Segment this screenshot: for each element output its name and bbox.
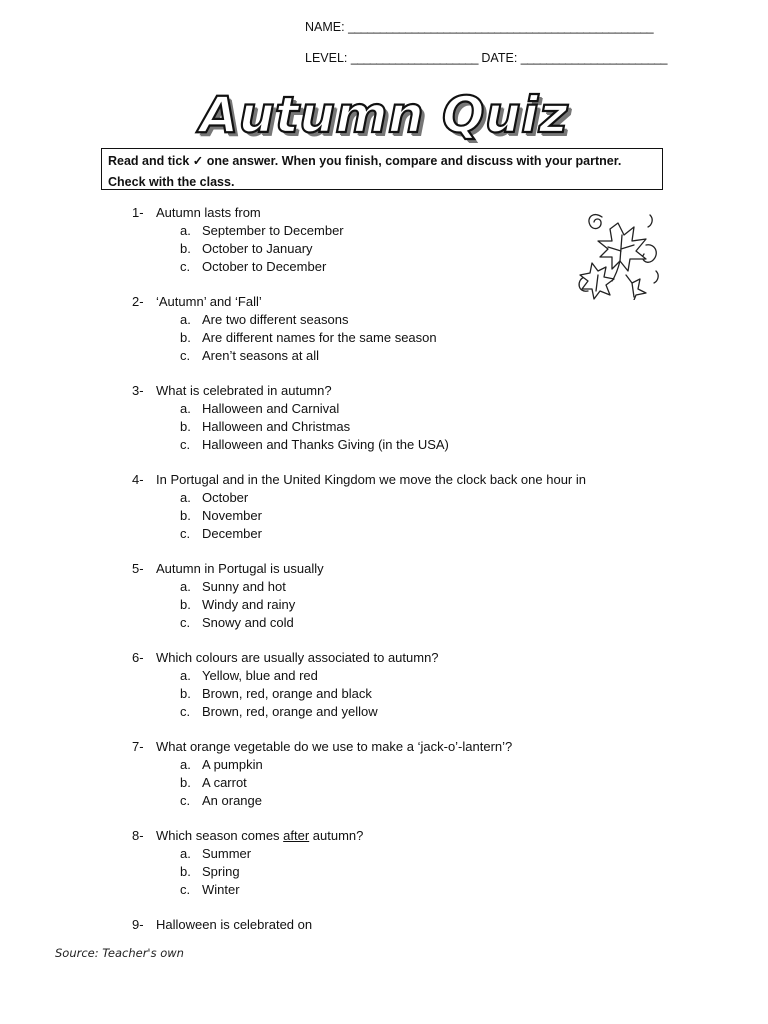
page-title: Autumn Quiz xyxy=(199,86,569,144)
option-text: December xyxy=(202,526,262,541)
option-text: Brown, red, orange and black xyxy=(202,686,372,701)
question-number: 7- xyxy=(132,739,144,754)
answer-option[interactable] xyxy=(132,578,652,596)
option-letter: b. xyxy=(180,241,191,256)
answer-option[interactable] xyxy=(132,436,652,454)
option-letter: b. xyxy=(180,686,191,701)
question-number: 5- xyxy=(132,561,144,576)
question-7 xyxy=(132,738,652,810)
option-text: Winter xyxy=(202,882,240,897)
option-letter: b. xyxy=(180,419,191,434)
date-field[interactable]: _______________________ xyxy=(520,51,667,65)
option-text: Windy and rainy xyxy=(202,597,296,612)
answer-option[interactable] xyxy=(132,845,652,863)
option-text: November xyxy=(202,508,262,523)
answer-option[interactable] xyxy=(132,596,652,614)
quiz-list xyxy=(132,204,652,951)
question-text-start: Which season comes xyxy=(156,828,284,843)
option-text: October to January xyxy=(202,241,313,256)
question-text: Halloween is celebrated on xyxy=(156,917,313,932)
answer-option[interactable] xyxy=(132,329,652,347)
question-number: 4- xyxy=(132,472,144,487)
option-letter: c. xyxy=(180,526,191,541)
option-text: Spring xyxy=(202,864,240,879)
level-label: LEVEL: xyxy=(305,51,348,65)
option-text: September to December xyxy=(202,223,344,238)
option-text: A carrot xyxy=(202,775,247,790)
answer-option[interactable] xyxy=(132,347,652,365)
option-letter: a. xyxy=(180,312,191,327)
option-text: Brown, red, orange and yellow xyxy=(202,704,378,719)
option-text: Halloween and Christmas xyxy=(202,419,351,434)
option-text: October to December xyxy=(202,259,327,274)
option-letter: c. xyxy=(180,704,191,719)
option-letter: b. xyxy=(180,864,191,879)
name-row xyxy=(305,20,653,34)
option-text: Yellow, blue and red xyxy=(202,668,318,683)
question-number: 8- xyxy=(132,828,144,843)
answer-option[interactable] xyxy=(132,685,652,703)
answer-option[interactable] xyxy=(132,756,652,774)
answer-option[interactable] xyxy=(132,400,652,418)
answer-option[interactable] xyxy=(132,774,652,792)
instructions-text-start: Read and tick xyxy=(108,154,190,168)
answer-option[interactable] xyxy=(132,525,652,543)
tick-icon: ✓ xyxy=(192,154,204,168)
name-label: NAME: xyxy=(305,20,345,34)
level-date-row xyxy=(305,51,667,65)
option-letter: b. xyxy=(180,597,191,612)
option-letter: a. xyxy=(180,223,191,238)
question-text: What is celebrated in autumn? xyxy=(156,383,332,398)
option-letter: a. xyxy=(180,668,191,683)
question-8 xyxy=(132,827,652,899)
option-letter: c. xyxy=(180,437,191,452)
question-text: Autumn in Portugal is usually xyxy=(156,561,324,576)
option-letter: a. xyxy=(180,757,191,772)
answer-option[interactable] xyxy=(132,311,652,329)
question-1 xyxy=(132,204,652,276)
option-letter: c. xyxy=(180,259,191,274)
answer-option[interactable] xyxy=(132,863,652,881)
option-text: An orange xyxy=(202,793,262,808)
option-text: Summer xyxy=(202,846,252,861)
question-6 xyxy=(132,649,652,721)
question-4 xyxy=(132,471,652,543)
name-field[interactable]: ________________________________________________ xyxy=(348,20,653,34)
option-text: Are different names for the same season xyxy=(202,330,437,345)
instructions-box xyxy=(101,148,663,190)
option-text: Sunny and hot xyxy=(202,579,286,594)
answer-option[interactable] xyxy=(132,418,652,436)
option-text: Halloween and Carnival xyxy=(202,401,340,416)
question-2 xyxy=(132,293,652,365)
question-9 xyxy=(132,916,652,934)
question-text xyxy=(156,827,363,845)
answer-option[interactable] xyxy=(132,792,652,810)
answer-option[interactable] xyxy=(132,614,652,632)
question-number: 1- xyxy=(132,205,144,220)
question-text-underlined: after xyxy=(283,828,310,843)
option-letter: a. xyxy=(180,846,191,861)
question-text: In Portugal and in the United Kingdom we move the clock back one hour in xyxy=(156,472,586,487)
option-letter: c. xyxy=(180,615,191,630)
date-label: DATE: xyxy=(481,51,518,65)
question-text: Which colours are usually associated to autumn? xyxy=(156,650,439,665)
answer-option[interactable] xyxy=(132,703,652,721)
option-letter: b. xyxy=(180,775,191,790)
option-letter: a. xyxy=(180,401,191,416)
answer-option[interactable] xyxy=(132,240,652,258)
source-note: Source: Teacher's own xyxy=(55,946,184,960)
option-text: A pumpkin xyxy=(202,757,263,772)
question-5 xyxy=(132,560,652,632)
answer-option[interactable] xyxy=(132,258,652,276)
question-text: Autumn lasts from xyxy=(156,205,261,220)
option-letter: a. xyxy=(180,490,191,505)
option-letter: b. xyxy=(180,508,191,523)
option-letter: c. xyxy=(180,793,191,808)
instructions-text-end: one answer. When you finish, compare and discuss with your partner. Check with the class. xyxy=(108,154,622,189)
question-text: ‘Autumn’ and ‘Fall’ xyxy=(156,294,262,309)
question-number: 9- xyxy=(132,917,144,932)
question-number: 6- xyxy=(132,650,144,665)
answer-option[interactable] xyxy=(132,489,652,507)
option-text: Snowy and cold xyxy=(202,615,294,630)
answer-option[interactable] xyxy=(132,507,652,525)
question-text-end: autumn? xyxy=(309,828,364,843)
question-3 xyxy=(132,382,652,454)
option-text: October xyxy=(202,490,249,505)
option-letter: c. xyxy=(180,882,191,897)
option-text: Halloween and Thanks Giving (in the USA) xyxy=(202,437,449,452)
question-text: What orange vegetable do we use to make a ‘jack-o’-lantern’? xyxy=(156,739,513,754)
answer-option[interactable] xyxy=(132,881,652,899)
question-number: 3- xyxy=(132,383,144,398)
option-letter: a. xyxy=(180,579,191,594)
question-number: 2- xyxy=(132,294,144,309)
option-text: Aren’t seasons at all xyxy=(202,348,320,363)
answer-option[interactable] xyxy=(132,667,652,685)
level-field[interactable]: ____________________ xyxy=(350,51,478,65)
option-text: Are two different seasons xyxy=(202,312,349,327)
answer-option[interactable] xyxy=(132,222,652,240)
option-letter: b. xyxy=(180,330,191,345)
option-letter: c. xyxy=(180,348,191,363)
